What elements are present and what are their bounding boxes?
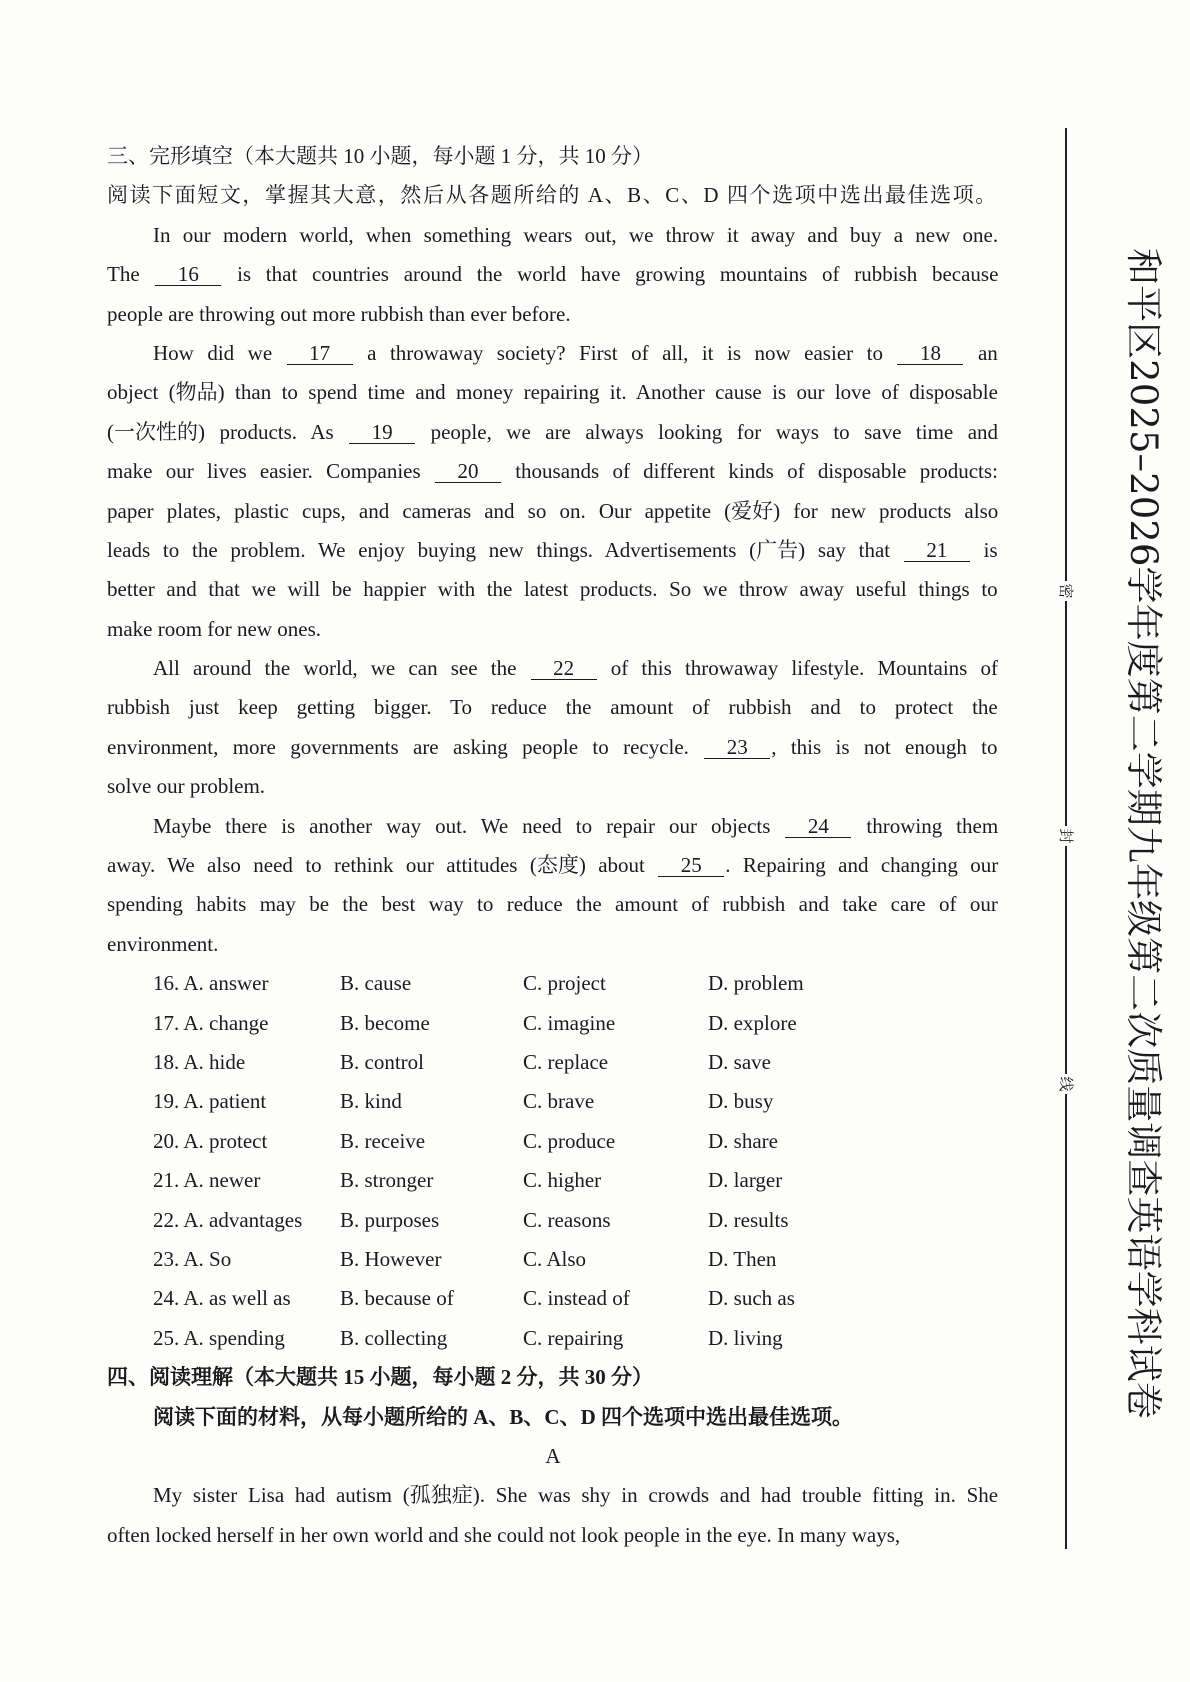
question-number: 23.: [153, 1246, 180, 1271]
passage-line: [107, 846, 999, 885]
option-text: B. control: [340, 1049, 424, 1074]
option-choice: [153, 1004, 340, 1043]
question-number: 17.: [153, 1010, 180, 1035]
passage-line: [107, 885, 999, 924]
option-text: D. such as: [708, 1286, 795, 1311]
passage-text: away. We also need to rethink our attitudes (态度) about: [107, 853, 658, 878]
question-number: 20.: [153, 1128, 180, 1153]
option-row-23: [107, 1240, 999, 1279]
option-choice: [523, 1201, 708, 1240]
option-text: B. receive: [340, 1128, 426, 1153]
cloze-passage: [107, 216, 999, 964]
option-text: C. repairing: [523, 1325, 624, 1350]
section4-title-text: 四、阅读理解（本大题共 15 小题，每小题 2 分，共 30 分）: [107, 1365, 653, 1390]
option-row-24: [107, 1279, 999, 1318]
passage-text: an: [964, 340, 998, 365]
passage-text: Maybe there is another way out. We need to repair our objects: [153, 813, 785, 838]
passage-line: [107, 492, 999, 531]
option-text: A. patient: [183, 1089, 267, 1114]
option-text: C. project: [523, 971, 606, 996]
blank-18: 18: [897, 342, 963, 365]
option-text: A. So: [183, 1246, 232, 1271]
passage-text: (一次性的) products. As: [107, 419, 349, 444]
passage-line: [107, 413, 999, 452]
option-choice: [153, 1043, 340, 1082]
passage-text: rubbish just keep getting bigger. To reduce the amount of rubbish and to protect the: [107, 695, 998, 720]
blank-22: 22: [531, 657, 597, 680]
passage-text: often locked herself in her own world and she could not look people in the eye. In many ways,: [107, 1522, 901, 1547]
exam-title-vertical: [1119, 248, 1167, 1420]
option-choice: [523, 1082, 708, 1121]
passage-line: [107, 925, 999, 964]
passage-text: My sister Lisa had autism (孤独症). She was shy in crowds and had trouble fitting in. She: [153, 1483, 999, 1508]
option-choice: [708, 1082, 908, 1121]
option-text: D. explore: [708, 1010, 797, 1035]
option-text: A. newer: [183, 1168, 261, 1193]
section3-title: [107, 137, 999, 176]
option-row-25: [107, 1319, 999, 1358]
option-choice: [153, 1240, 340, 1279]
passage-line: [107, 1516, 999, 1555]
option-text: D. living: [708, 1325, 783, 1350]
question-number: 21.: [153, 1168, 180, 1193]
passage-label: [107, 1437, 999, 1476]
option-row-19: [107, 1082, 999, 1121]
option-choice: [340, 1043, 523, 1082]
passage-text: of this throwaway lifestyle. Mountains of: [597, 656, 999, 681]
section3-title-text: 三、完形填空（本大题共 10 小题，每小题 1 分，共 10 分）: [107, 144, 653, 168]
option-choice: [708, 1122, 908, 1161]
cloze-options: [107, 964, 999, 1358]
option-text: A. answer: [183, 971, 269, 996]
option-row-20: [107, 1122, 999, 1161]
exam-page-content: [107, 137, 999, 1555]
option-text: B. because of: [340, 1286, 454, 1311]
option-text: D. busy: [708, 1089, 774, 1114]
option-choice: [708, 1240, 908, 1279]
option-row-21: [107, 1161, 999, 1200]
option-text: B. purposes: [340, 1207, 440, 1232]
question-number: 18.: [153, 1049, 180, 1074]
option-choice: [153, 1161, 340, 1200]
option-text: C. reasons: [523, 1207, 611, 1232]
section4-title: [107, 1358, 999, 1397]
passage-line: [107, 610, 999, 649]
option-choice: [708, 1319, 908, 1358]
option-choice: [708, 1279, 908, 1318]
passage-text: In our modern world, when something wears out, we throw it away and buy a new one.: [153, 222, 999, 247]
option-text: B. kind: [340, 1089, 402, 1114]
passage-line: [107, 649, 999, 688]
question-number: 16.: [153, 971, 180, 996]
option-text: D. results: [708, 1207, 789, 1232]
option-choice: [523, 1043, 708, 1082]
option-text: B. become: [340, 1010, 430, 1035]
passage-line: [107, 767, 999, 806]
section3-instruction: [107, 176, 999, 215]
option-choice: [708, 1161, 908, 1200]
passage-line: [107, 334, 999, 373]
option-text: A. protect: [183, 1128, 268, 1153]
question-number: 19.: [153, 1089, 180, 1114]
option-choice: [708, 1004, 908, 1043]
option-choice: [153, 1279, 340, 1318]
passage-text: is that countries around the world have growing mountains of rubbish because: [222, 262, 999, 287]
passage-line: [107, 1476, 999, 1515]
passage-line: [107, 531, 999, 570]
passage-line: [107, 728, 999, 767]
option-choice: [340, 964, 523, 1003]
option-choice: [523, 964, 708, 1003]
option-text: B. stronger: [340, 1168, 434, 1193]
passage-line: [107, 216, 999, 255]
passage-text: make our lives easier. Companies: [107, 459, 434, 484]
option-choice: [523, 1004, 708, 1043]
passage-text: The: [107, 262, 155, 287]
passage-text: . Repairing and changing our: [725, 853, 999, 878]
section3-instruction-text: 阅读下面短文，掌握其大意，然后从各题所给的 A、B、C、D 四个选项中选出最佳选项。: [107, 183, 998, 208]
passage-line: [107, 255, 999, 294]
option-text: A. advantages: [183, 1207, 303, 1232]
passage-text: is: [970, 537, 998, 562]
option-text: A. change: [183, 1010, 269, 1035]
option-choice: [153, 1082, 340, 1121]
passage-text: paper plates, plastic cups, and cameras and so on. Our appetite (爱好) for new products also: [107, 498, 999, 523]
option-choice: [340, 1161, 523, 1200]
passage-text: throwing them: [852, 813, 999, 838]
blank-21: 21: [904, 539, 970, 562]
option-text: B. However: [340, 1246, 442, 1271]
section4-instruction-text: 阅读下面的材料，从每小题所给的 A、B、C、D 四个选项中选出最佳选项。: [153, 1404, 854, 1429]
option-choice: [708, 1043, 908, 1082]
blank-19: 19: [349, 421, 415, 444]
option-choice: [708, 1201, 908, 1240]
option-choice: [153, 1122, 340, 1161]
option-row-22: [107, 1201, 999, 1240]
option-choice: [523, 1240, 708, 1279]
blank-17: 17: [287, 342, 353, 365]
option-text: C. Also: [523, 1246, 587, 1271]
option-choice: [523, 1161, 708, 1200]
seal-mark-feng: 封: [1056, 826, 1076, 846]
option-choice: [523, 1122, 708, 1161]
option-choice: [340, 1122, 523, 1161]
option-text: C. imagine: [523, 1010, 616, 1035]
passage-text: All around the world, we can see the: [153, 656, 530, 681]
exam-title-text: 和平区2025–2026学年度第二学期九年级第二次质量调查英语学科试卷: [1122, 248, 1165, 1419]
seal-mark-xian: 线: [1056, 1074, 1076, 1094]
option-choice: [153, 1201, 340, 1240]
question-number: 22.: [153, 1207, 180, 1232]
passage-line: [107, 807, 999, 846]
passage-text: , this is not enough to: [771, 734, 998, 759]
option-row-18: [107, 1043, 999, 1082]
blank-16: 16: [155, 263, 221, 286]
option-text: D. save: [708, 1049, 771, 1074]
passage-text: a throwaway society? First of all, it is now easier to: [353, 340, 897, 365]
passage-text: spending habits may be the best way to reduce the amount of rubbish and take care of our: [107, 892, 998, 917]
option-row-16: [107, 964, 999, 1003]
passage-text: people are throwing out more rubbish than ever before.: [107, 301, 571, 326]
blank-20: 20: [435, 460, 501, 483]
passage-line: [107, 295, 999, 334]
option-choice: [708, 964, 908, 1003]
passage-text: object (物品) than to spend time and money repairing it. Another cause is our love of disposable: [107, 380, 998, 405]
option-choice: [340, 1319, 523, 1358]
passage-text: make room for new ones.: [107, 616, 322, 641]
option-choice: [523, 1319, 708, 1358]
option-text: C. instead of: [523, 1286, 630, 1311]
passage-label-text: A: [545, 1443, 561, 1468]
reading-passage-a: [107, 1476, 999, 1555]
passage-text: solve our problem.: [107, 774, 266, 799]
option-text: C. replace: [523, 1049, 609, 1074]
passage-text: environment, more governments are asking people to recycle.: [107, 734, 704, 759]
option-choice: [340, 1279, 523, 1318]
option-choice: [340, 1240, 523, 1279]
passage-line: [107, 452, 999, 491]
option-text: A. hide: [183, 1049, 246, 1074]
passage-text: environment.: [107, 931, 219, 956]
option-text: C. higher: [523, 1168, 602, 1193]
option-text: B. cause: [340, 971, 412, 996]
option-text: D. share: [708, 1128, 778, 1153]
passage-text: leads to the problem. We enjoy buying new things. Advertisements (广告) say that: [107, 537, 903, 562]
option-text: C. brave: [523, 1089, 595, 1114]
option-text: A. as well as: [183, 1286, 291, 1311]
passage-line: [107, 373, 999, 412]
option-choice: [523, 1279, 708, 1318]
blank-24: 24: [785, 815, 851, 838]
seal-mark-mi: 密: [1056, 581, 1076, 601]
option-text: D. problem: [708, 971, 804, 996]
passage-text: How did we: [153, 340, 286, 365]
option-text: C. produce: [523, 1128, 616, 1153]
passage-line: [107, 688, 999, 727]
option-choice: [340, 1004, 523, 1043]
passage-line: [107, 570, 999, 609]
passage-text: people, we are always looking for ways to save time and: [416, 419, 999, 444]
question-number: 24.: [153, 1286, 180, 1311]
section4-instruction: [107, 1398, 999, 1437]
option-text: D. larger: [708, 1168, 783, 1193]
option-text: B. collecting: [340, 1325, 448, 1350]
passage-text: better and that we will be happier with the latest products. So we throw away useful things to: [107, 577, 998, 602]
option-choice: [340, 1082, 523, 1121]
blank-23: 23: [704, 736, 770, 759]
option-choice: [153, 1319, 340, 1358]
passage-text: thousands of different kinds of disposable products:: [501, 459, 998, 484]
option-choice: [340, 1201, 523, 1240]
option-choice: [153, 964, 340, 1003]
option-text: D. Then: [708, 1246, 777, 1271]
option-text: A. spending: [183, 1325, 285, 1350]
blank-25: 25: [658, 854, 724, 877]
option-row-17: [107, 1004, 999, 1043]
question-number: 25.: [153, 1325, 180, 1350]
